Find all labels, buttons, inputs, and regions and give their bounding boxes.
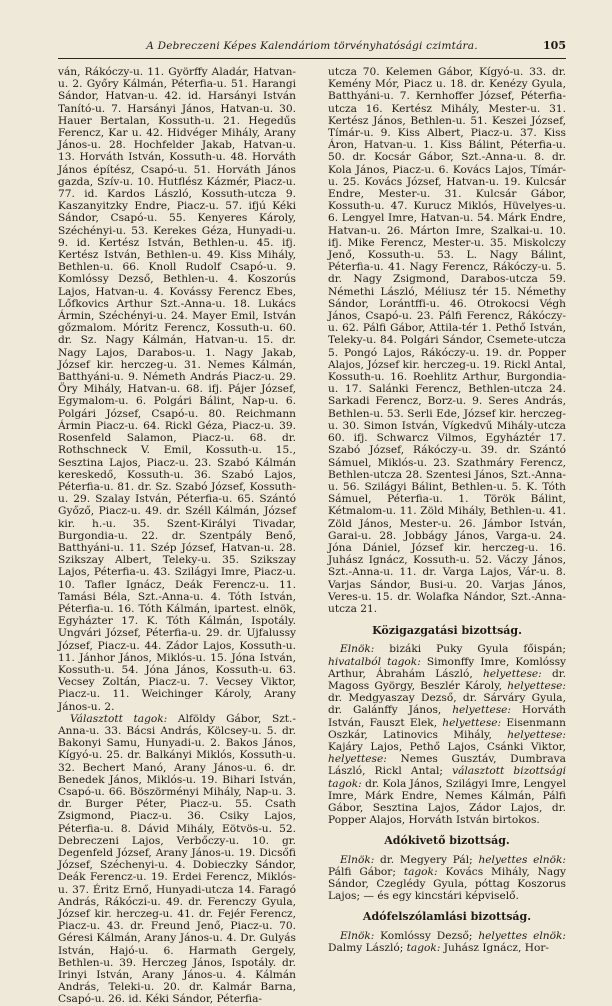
elected-members-list	[58, 713, 296, 1006]
text: Horváth István, Fauszt Elek,	[328, 704, 566, 729]
label-members: tagok:	[403, 865, 438, 878]
label-vice-president: helyettes elnök:	[478, 929, 566, 942]
members-continued-text: utcza 70. Kelemen Gábor, Kígyó-u. 33. dr. Kemény Mór, Piacz u. 18. dr. Kenézy Gyula, Batthyáni-u. 7. Kernhoffer József, Péterfia-utcza 16. Kertész Mihály, Mester-u. 31. Kertész János, Bethlen-u. 51. Keszei József, Tímár-u. 9. Kiss Albert, Piacz-u. 37. Kiss Áron, Hatvan-u. 1. Kiss Bálint, Péterfia-u. 50. dr. Kocsár Gábor, Szt.-Anna-u. 8. dr. Kola János, Piacz-u. 6. Kovács Lajos, Tímár-u. 25. Kovács József, Hatvan-u. 19. Kulcsár Endre, Mester-u. 31. Kulcsár Gábor, Kossuth-u. 47. Kurucz Miklós, Hüvelyes-u. 6. Lengyel Imre, Hatvan-u. 54. Márk Endre, Hatvan-u. 26. Márton Imre, Szalkai-u. 10. ifj. Mike Ferencz, Mester-u. 35. Miskolczy Jenő, Kossuth-u. 53. L. Nagy Bálint, Péterfia-u. 41. Nagy Ferencz, Rákóczy-u. 5. dr. Nagy Zsigmond, Darabos-utcza 59. Némethi László, Méliusz tér 15. Némethy Sándor, Lorántffi-u. 46. Otrokocsi Végh János, Csapó-u. 23. Pálfi Ferencz, Rákóczy-u. 62. Pálfi Gábor, Attila-tér 1. Pethő István, Teleky-u. 84. Polgári Sándor, Csemete-utcza 5. Pongó Lajos, Rákóczy-u. 19. dr. Popper Alajos, József kir. herczeg-u. 19. Rickl Antal, Kossuth-u. 16. Roehlitz Arthur, Burgondia-u. 17. Salánki Ferencz, Bethlen-utcza 24. Sarkadi Ferencz, Borz-u. 9. Seres András, Bethlen-u. 53. Serli Ede, József kir. herczeg-u. 30. Simon István, Vígkedvű Mihály-utcza 60. ifj. Schwarcz Vilmos, Egyháztér 17. Szabó József, Rákóczy-u. 39. dr. Szántó Sámuel, Miklós-u. 23. Szathmáry Ferencz, Bethlen-utcza 28. Szentesi János, Szt.-Anna-u. 56. Szilágyi Bálint, Bethlen-u. 5. K. Tóth Sámuel, Péterfia-u. 1. Török Bálint, Kétmalom-u. 11. Zöld Mihály, Bethlen-u. 41. Zöld János, Mester-u. 26. Jámbor István, Garai-u. 28. Jobbágy János, Varga-u. 24. Jóna Dániel, József kir. herczeg-u. 16. Juhász Ignácz, Kossuth-u. 52. Váczy János, Szt.-Anna-u. 11. dr. Varga Lajos, Vár-u. 8. Varjas Sándor, Busi-u. 20. Varjas János, Veres-u. 15. dr. Wolafka Nándor, Szt.-Anna-utcza 21.	[328, 66, 566, 615]
text: Nemes Gusztáv, Dumbrava László, Rickl Antal;	[328, 753, 566, 778]
left-column	[58, 66, 296, 1006]
text: dr. Medgyaszay Dezső, dr. Sárváry Gyula, dr. Galánffy János,	[328, 692, 566, 717]
text: Juhász Ignácz, Hor-	[440, 941, 549, 954]
page-header	[58, 38, 566, 59]
text: dr. Kola János, Szilágyi Imre, Lengyel Imre, Márk Endre, Nemes Kálmán, Pálfi Gábor, Sesztina Lajos, Zádor Lajos, dr. Popper Alajos, Horváth István birtokos.	[328, 777, 566, 827]
section-heading-tax-appeal: Adófelszólamlási bizottság.	[362, 910, 532, 924]
section-heading-administrative: Közigazgatási bizottság.	[372, 624, 522, 638]
label-president: Elnök:	[340, 643, 375, 656]
text: Kovács Mihály, Nagy Sándor, Czeglédy Gyula, póttag Koszorus Lajos; — és egy kincstári képviselő.	[328, 865, 566, 903]
label-deputy: helyettese:	[452, 704, 511, 717]
section-tax-assessment-body	[328, 854, 566, 903]
label-ex-officio: hivatalból tagok:	[328, 655, 421, 668]
text: Dalmy László;	[328, 941, 407, 954]
running-title: A Debreczeni Képes Kalendáriom törvényhatósági czimtára.	[146, 40, 478, 52]
section-heading-tax-assessment: Adókivető bizottság.	[384, 834, 510, 848]
text: bizáki Puky Gyula főispán;	[374, 643, 566, 656]
label-deputy: helyettese:	[328, 753, 387, 766]
text: Kajáry Lajos, Pethő Lajos, Csánki Viktor,	[328, 740, 566, 753]
label-president: Elnök:	[340, 853, 375, 866]
text: Pálfi Gábor;	[328, 865, 404, 878]
right-column	[328, 66, 567, 954]
text: Eisenmann Oszkár, Latinovics Mihály,	[328, 716, 566, 741]
members-text: ván, Rákóczy-u. 11. Györffy Aladár, Hatvan-u. 2. Győry Kálmán, Péterfia-u. 51. Harangi Sándor, Hatvan-u. 42. id. Harsányi István Tanító-u. 7. Harsányi János, Hatvan-u. 30. Hauer Bertalan, Kossuth-u. 21. Hegedűs Ferencz, Kar u. 42. Hidvéger Mihály, Arany János-u. 28. Hochfelder Jakab, Hatvan-u. 13. Horváth István, Kossuth-u. 48. Horváth János építész, Csapó-u. 51. Horváth János gazda, Szív-u. 10. Hutflész Kázmér, Piacz-u. 77. id. Kardos László, Kossuth-utcza 9. Kaszanyitzky Endre, Piacz-u. 57. ifjú Kéki Sándor, Csapó-u. 55. Kenyeres Károly, Széchényi-u. 53. Kerekes Géza, Hunyadi-u. 9. id. Kertész István, Bethlen-u. 45. ifj. Kertész István, Bethlen-u. 49. Kiss Mihály, Bethlen-u. 66. Knoll Rudolf Csapó-u. 9. Komlóssy Dezső, Bethlen-u. 4. Koszorús Lajos, Hatvan-u. 4. Kovássy Ferencz Ebes, Lőfkovics Arthur Szt.-Anna-u. 18. Lukács Ármin, Széchényi-u. 24. Mayer Emil, István gőzmalom. Móritz Ferencz, Kossuth-u. 60. dr. Sz. Nagy Kálmán, Hatvan-u. 15. dr. Nagy Lajos, Darabos-u. 1. Nagy Jakab, József kir. herczeg-u. 31. Nemes Kálmán, Batthyáni-u. 9. Németh András Piacz-u. 29. Öry Mihály, Hatvan-u. 68. ifj. Pájer József, Egymalom-u. 6. Polgári Bálint, Nap-u. 6. Polgári József, Csapó-u. 80. Reichmann Ármin Piacz-u. 64. Rickl Géza, Piacz-u. 39. Rosenfeld Salamon, Piacz-u. 68. dr. Rothschneck V. Emil, Kossuth-u. 15., Sesztina Lajos, Piacz-u. 23. Szabó Kálmán kereskedő, Kossuth-u. 36. Szabó Lajos, Péterfia-u. 81. dr. Sz. Szabó József, Kossuth-u. 29. Szalay István, Péterfia-u. 65. Szántó Győző, Piacz-u. 49. dr. Széll Kálmán, József kir. h.-u. 35. Szent-Királyi Tivadar, Burgondia-u. 22. dr. Szentpály Benő, Batthyáni-u. 11. Szép József, Hatvan-u. 28. Szikszay Albert, Teleky-u. 35. Szikszay Lajos, Péterfia-u. 43. Szilágyi Imre, Piacz-u. 10. Tafler Ignácz, Deák Ferencz-u. 11. Tamási Béla, Szt.-Anna-u. 4. Tóth István, Péterfia-u. 16. Tóth Kálmán, ipartest. elnök, Egyházter 17. K. Tóth Kálmán, Ispotály. Ungvári József, Péterfia-u. 29. dr. Ujfalussy József, Piacz-u. 44. Zádor Lajos, Kossuth-u. 11. Jánhor János, Miklós-u. 15. Jóna István, Kossuth-u. 54. Jóna János, Kossuth-u. 63. Vecsey Zoltán, Piacz-u. 7. Vecsey Viktor, Piacz-u. 11. Weichinger Károly, Arany János-u. 2.	[58, 66, 296, 713]
page-number: 105	[543, 39, 566, 52]
municipal-members-list	[58, 66, 296, 713]
text: Komlóssy Dezső;	[374, 929, 479, 942]
elected-members-text: Alföldy Gábor, Szt.-Anna-u. 33. Bácsi András, Kölcsey-u. 5. dr. Bakonyi Samu, Hunyadi-u. 2. Bakos János, Kígyó-u. 25. dr. Balkányi Miklós, Kossuth-u. 32. Bechert Manó, Arany János-u. 6. dr. Benedek János, Miklós-u. 19. Bihari István, Csapó-u. 66. Böszörményi Mihály, Nap-u. 3. dr. Burger Péter, Piacz-u. 55. Csath Zsigmond, Piacz-u. 36. Csiky Lajos, Péterfia-u. 8. Dávid Mihály, Eötvös-u. 52. Debreczeni Lajos, Verbőczy-u. 10. gr. Degenfeld József, Arany János-u. 19. Dicsőfi József, Széchenyi-u. 4. Dobieczky Sándor, Deák Ferencz-u. 19. Erdei Ferencz, Miklós-u. 37. Éritz Ernő, Hunyadi-utcza 14. Faragó András, Rákóczi-u. 49. dr. Ferenczy Gyula, József kir. herczeg-u. 41. dr. Fejér Ferencz, Piacz-u. 43. dr. Freund Jenő, Piacz-u. 70. Géresi Kálmán, Arany János-u. 4. Dr. Gulyás István, Hajó-u. 6. Harmath Gergely, Bethlen-u. 39. Herczeg János, Ispotály. dr. Irinyi István, Arany János-u. 4. Kálmán András, Teleki-u. 20. dr. Kalmár Barna, Csapó-u. 26. id. Kéki Sándor, Péterfia-	[58, 712, 296, 1006]
label-elected-members: választott bizottsági tagok:	[328, 765, 566, 790]
label-deputy: helyettese:	[507, 728, 566, 741]
text: dr. Megyery Pál;	[374, 853, 479, 866]
text: Simonffy Imre, Komlóssy Arthur, Ábrahám László,	[328, 655, 567, 680]
label-deputy: helyettese:	[482, 667, 542, 680]
label-vice-president: helyettes elnök:	[478, 853, 566, 866]
text: dr. Magoss György, Beszlér Károly,	[328, 667, 566, 692]
label-members: tagok:	[406, 941, 441, 954]
label-deputy: helyettese:	[442, 716, 502, 729]
label-deputy: helyettese:	[507, 679, 566, 692]
members-continued	[328, 66, 566, 615]
section-administrative-body	[328, 643, 566, 826]
label-president: Elnök:	[340, 929, 375, 942]
section-tax-appeal-body	[328, 930, 566, 954]
elected-members-label: Választott tagok:	[70, 712, 168, 725]
